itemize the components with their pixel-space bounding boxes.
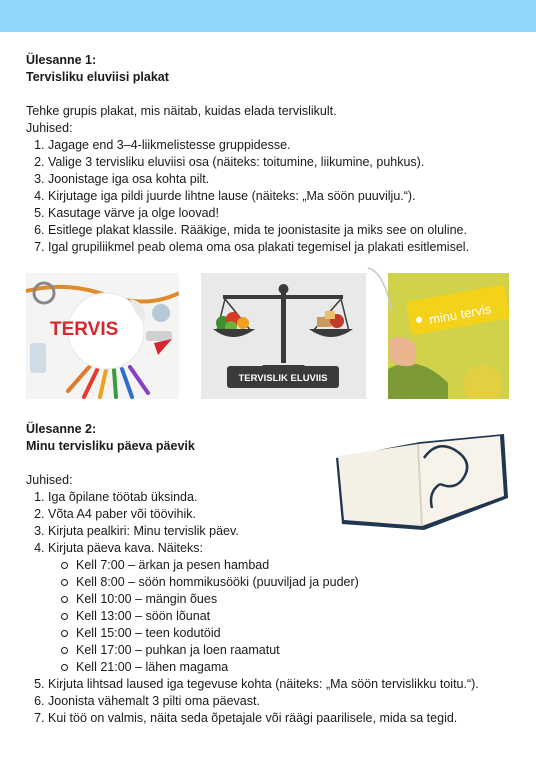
schedule-list — [48, 557, 516, 676]
task2-instructions-label: Juhised: — [26, 473, 73, 487]
list-item: 1. Iga õpilane töötab üksinda. — [48, 489, 516, 506]
task2-title: Minu tervisliku päeva päevik — [26, 439, 195, 453]
scale-illustration — [201, 273, 366, 399]
list-item: 7. Igal grupiliikmel peab olema oma osa plakati tegemisel ja plakati esitlemisel. — [48, 239, 516, 256]
notebook-illustration — [328, 428, 510, 540]
scale-image — [201, 273, 366, 399]
schedule-item: Kell 10:00 – mängin õues — [76, 591, 516, 608]
tag-text: minu tervis — [427, 301, 493, 328]
tag-image — [388, 273, 509, 399]
header-bar — [0, 0, 536, 32]
list-item: 5. Kirjuta lihtsad laused iga tegevuse kohta (näiteks: „Ma söön tervislikku toitu.“). — [48, 676, 516, 693]
task1-title: Tervisliku eluviisi plakat — [26, 70, 169, 84]
list-item: 2. Võta A4 paber või töövihik. — [48, 506, 516, 523]
list-item: 3. Joonistage iga osa kohta pilt. — [48, 171, 516, 188]
task1-instructions-label: Juhised: — [26, 121, 73, 135]
list-item: 5. Kasutage värve ja olge loovad! — [48, 205, 516, 222]
tervis-illustration — [26, 273, 179, 399]
schedule-intro: Kirjuta päeva kava. Näiteks: — [48, 541, 203, 555]
schedule-item: Kell 13:00 – söön lõunat — [76, 608, 516, 625]
task1-intro: Tehke grupis plakat, mis näitab, kuidas elada tervislikult. — [26, 104, 337, 118]
schedule-item: Kell 7:00 – ärkan ja pesen hambad — [76, 557, 516, 574]
schedule-item: Kell 8:00 – söön hommikusööki (puuviljad ja puder) — [76, 574, 516, 591]
list-item: 2. Valige 3 tervisliku eluviisi osa (näiteks: toitumine, liikumine, puhkus). — [48, 154, 516, 171]
list-item: 7. Kui töö on valmis, näita seda õpetajale või räägi paarilisele, mida sa tegid. — [48, 710, 516, 727]
tervis-text: TERVIS — [50, 319, 119, 340]
task2-label: Ülesanne 2: — [26, 422, 97, 436]
schedule-item: Kell 15:00 – teen kodutöid — [76, 625, 516, 642]
tag-illustration — [388, 273, 509, 399]
list-item: 3. Kirjuta pealkiri: Minu tervislik päev. — [48, 523, 516, 540]
list-item: 1. Jagage end 3–4-liikmelistesse gruppidesse. — [48, 137, 516, 154]
task1-section — [26, 52, 516, 256]
scale-label: TERVISLIK ELUVIIS — [238, 373, 328, 384]
tervis-image — [26, 273, 179, 399]
schedule-item: Kell 17:00 – puhkan ja loen raamatut — [76, 642, 516, 659]
schedule-item: Kell 21:00 – lähen magama — [76, 659, 516, 676]
list-item: 6. Joonista vähemalt 3 pilti oma päevast. — [48, 693, 516, 710]
list-item: 6. Esitlege plakat klassile. Rääkige, mida te joonistasite ja miks see on oluline. — [48, 222, 516, 239]
tag-string — [364, 262, 404, 322]
task1-label: Ülesanne 1: — [26, 53, 97, 67]
list-item: 4. Kirjutage iga pildi juurde lihtne lause (näiteks: „Ma söön puuvilju.“). — [48, 188, 516, 205]
task1-steps — [26, 137, 516, 256]
list-item — [48, 540, 516, 676]
